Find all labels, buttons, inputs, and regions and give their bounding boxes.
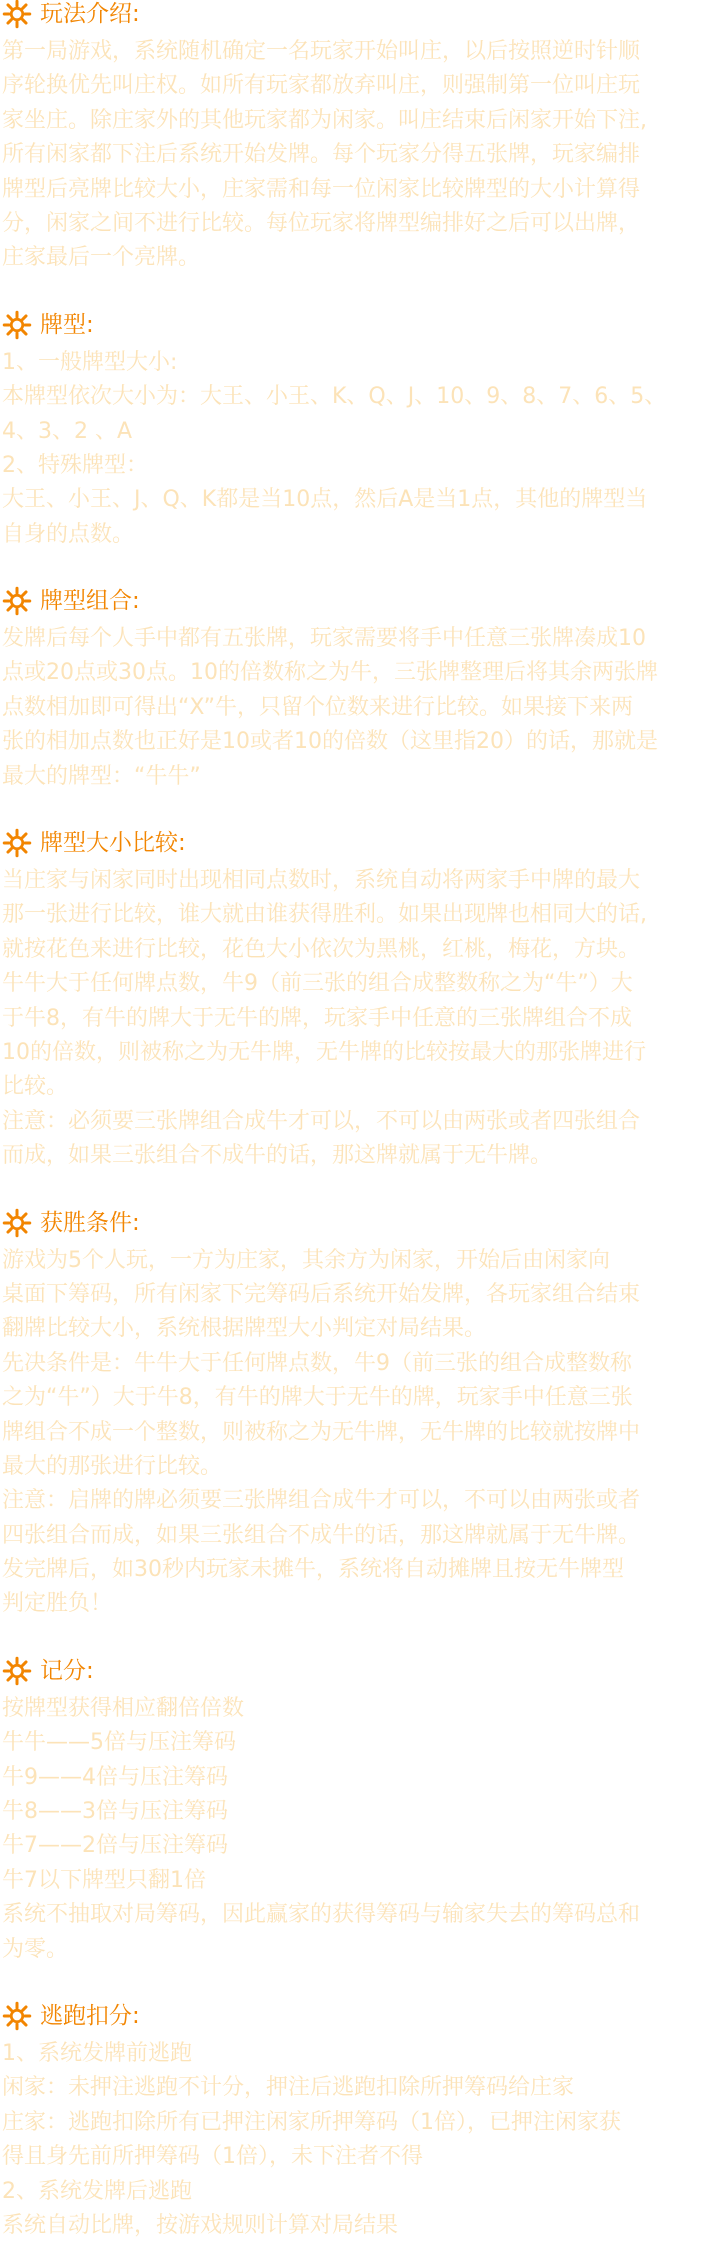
body-line: 就按花色来进行比较，花色大小依次为黑桃，红桃，梅花，方块。 bbox=[2, 936, 641, 962]
body-line: 牛牛——5倍与压注筹码 bbox=[2, 1730, 236, 1756]
body-line: 分，闲家之间不进行比较。每位玩家将牌型编排好之后可以出牌， bbox=[2, 210, 641, 236]
body-line: 所有闲家都下注后系统开始发牌。每个玩家分得五张牌，玩家编排 bbox=[2, 142, 641, 168]
body-line: 本牌型依次大小为：大王、小王、K、Q、J、10、9、8、7、6、5、 bbox=[2, 384, 667, 410]
section-title: 牌型大小比较: bbox=[40, 830, 186, 857]
body-line: 那一张进行比较，谁大就由谁获得胜利。如果出现牌也相同大的话, bbox=[2, 902, 647, 928]
body-line: 系统不抽取对局筹码，因此赢家的获得筹码与输家失去的筹码总和 bbox=[2, 1902, 641, 1928]
body-line: 家坐庄。除庄家外的其他玩家都为闲家。叫庄结束后闲家开始下注, bbox=[2, 107, 647, 133]
rule-section bbox=[2, 0, 704, 276]
sun-gear-icon bbox=[2, 310, 32, 340]
body-line: 牛牛大于任何牌点数，牛9（前三张的组合成整数称之为“牛”）大 bbox=[2, 971, 633, 997]
body-line: 桌面下筹码，所有闲家下完筹码后系统开始发牌，各玩家组合结束 bbox=[2, 1281, 641, 1307]
body-line: 10的倍数，则被称之为无牛牌，无牛牌的比较按最大的那张牌进行 bbox=[2, 1039, 646, 1065]
rule-section bbox=[2, 304, 704, 552]
section-title: 逃跑扣分: bbox=[40, 2002, 140, 2029]
body-line: 闲家：未押注逃跑不计分，押注后逃跑扣除所押筹码给庄家 bbox=[2, 2075, 575, 2101]
section-heading bbox=[2, 580, 704, 622]
body-line: 得且身先前所押筹码（1倍），未下注者不得 bbox=[2, 2144, 423, 2170]
body-line: 大王、小王、J、Q、K都是当10点，然后A是当1点，其他的牌型当 bbox=[2, 487, 648, 513]
section-body bbox=[2, 864, 704, 1174]
rule-section bbox=[2, 1202, 704, 1622]
body-line: 之为“牛”）大于牛8，有牛的牌大于无牛的牌，玩家手中任意三张 bbox=[2, 1385, 633, 1411]
body-line: 比较。 bbox=[2, 1074, 69, 1100]
body-line: 当庄家与闲家同时出现相同点数时，系统自动将两家手中牌的最大 bbox=[2, 868, 641, 894]
body-line: 1、系统发牌前逃跑 bbox=[2, 2040, 192, 2066]
body-line: 牛9——4倍与压注筹码 bbox=[2, 1764, 228, 1790]
body-line: 注意：启牌的牌必须要三张牌组合成牛才可以，不可以由两张或者 bbox=[2, 1488, 641, 1514]
section-body bbox=[2, 346, 704, 552]
sun-gear-icon bbox=[2, 586, 32, 616]
body-line: 按牌型获得相应翻倍倍数 bbox=[2, 1695, 245, 1721]
body-line: 2、系统发牌后逃跑 bbox=[2, 2178, 192, 2204]
section-body bbox=[2, 1692, 704, 1967]
body-line: 庄家：逃跑扣除所有已押注闲家所押筹码（1倍），已押注闲家获 bbox=[2, 2109, 621, 2135]
section-heading bbox=[2, 0, 704, 35]
section-heading bbox=[2, 822, 704, 864]
sun-gear-icon bbox=[2, 2001, 32, 2031]
body-line: 四张组合而成，如果三张组合不成牛的话，那这牌就属于无牛牌。 bbox=[2, 1522, 641, 1548]
sun-gear-icon bbox=[2, 1208, 32, 1238]
section-body bbox=[2, 1244, 704, 1622]
body-line: 2、特殊牌型： bbox=[2, 452, 148, 478]
sun-gear-icon bbox=[2, 0, 32, 29]
section-heading bbox=[2, 1202, 704, 1244]
section-title: 牌型组合: bbox=[40, 588, 140, 615]
body-line: 序轮换优先叫庄权。如所有玩家都放弃叫庄，则强制第一位叫庄玩 bbox=[2, 73, 641, 99]
body-line: 点数相加即可得出“X”牛，只留个位数来进行比较。如果接下来两 bbox=[2, 694, 633, 720]
body-line: 翻牌比较大小，系统根据牌型大小判定对局结果。 bbox=[2, 1316, 487, 1342]
body-line: 游戏为5个人玩，一方为庄家，其余方为闲家，开始后由闲家向 bbox=[2, 1247, 610, 1273]
section-body bbox=[2, 622, 704, 794]
body-line: 先决条件是：牛牛大于任何牌点数，牛9（前三张的组合成整数称 bbox=[2, 1350, 632, 1376]
body-line: 发牌后每个人手中都有五张牌，玩家需要将手中任意三张牌凑成10 bbox=[2, 626, 646, 652]
body-line: 最大的那张进行比较。 bbox=[2, 1453, 223, 1479]
section-body bbox=[2, 35, 704, 276]
body-line: 牌组合不成一个整数，则被称之为无牛牌，无牛牌的比较就按牌中 bbox=[2, 1419, 641, 1445]
body-line: 庄家最后一个亮牌。 bbox=[2, 245, 201, 271]
body-line: 自身的点数。 bbox=[2, 521, 135, 547]
body-line: 判定胜负！ bbox=[2, 1591, 113, 1617]
body-line: 牛7以下牌型只翻1倍 bbox=[2, 1867, 206, 1893]
section-title: 牌型: bbox=[40, 311, 94, 338]
body-line: 张的相加点数也正好是10或者10的倍数（这里指20）的话，那就是 bbox=[2, 729, 658, 755]
section-body bbox=[2, 2037, 704, 2243]
body-line: 点或20点或30点。10的倍数称之为牛，三张牌整理后将其余两张牌 bbox=[2, 660, 658, 686]
body-line: 最大的牌型：“牛牛” bbox=[2, 763, 201, 789]
body-line: 牛8——3倍与压注筹码 bbox=[2, 1799, 228, 1825]
body-line: 而成，如果三张组合不成牛的话，那这牌就属于无牛牌。 bbox=[2, 1143, 553, 1169]
sun-gear-icon bbox=[2, 828, 32, 858]
section-heading bbox=[2, 1650, 704, 1692]
rule-section bbox=[2, 822, 704, 1174]
body-line: 于牛8，有牛的牌大于无牛的牌，玩家手中任意的三张牌组合不成 bbox=[2, 1005, 632, 1031]
body-line: 4、3、2 、A bbox=[2, 418, 133, 444]
rule-section bbox=[2, 580, 704, 794]
section-title: 获胜条件: bbox=[40, 1209, 140, 1236]
body-line: 系统自动比牌，按游戏规则计算对局结果 bbox=[2, 2212, 399, 2238]
section-title: 玩法介绍: bbox=[40, 1, 140, 27]
section-heading bbox=[2, 1995, 704, 2037]
rule-section bbox=[2, 1650, 704, 1967]
body-line: 第一局游戏，系统随机确定一名玩家开始叫庄，以后按照逆时针顺 bbox=[2, 39, 641, 64]
body-line: 注意：必须要三张牌组合成牛才可以，不可以由两张或者四张组合 bbox=[2, 1108, 641, 1134]
body-line: 发完牌后，如30秒内玩家未摊牛，系统将自动摊牌且按无牛牌型 bbox=[2, 1557, 624, 1583]
section-heading bbox=[2, 304, 704, 346]
body-line: 1、一般牌型大小: bbox=[2, 349, 178, 375]
body-line: 牌型后亮牌比较大小，庄家需和每一位闲家比较牌型的大小计算得 bbox=[2, 176, 641, 202]
body-line: 为零。 bbox=[2, 1936, 69, 1962]
body-line: 牛7——2倍与压注筹码 bbox=[2, 1833, 228, 1859]
rule-section bbox=[2, 1995, 704, 2243]
sun-gear-icon bbox=[2, 1656, 32, 1686]
section-title: 记分: bbox=[40, 1657, 94, 1684]
